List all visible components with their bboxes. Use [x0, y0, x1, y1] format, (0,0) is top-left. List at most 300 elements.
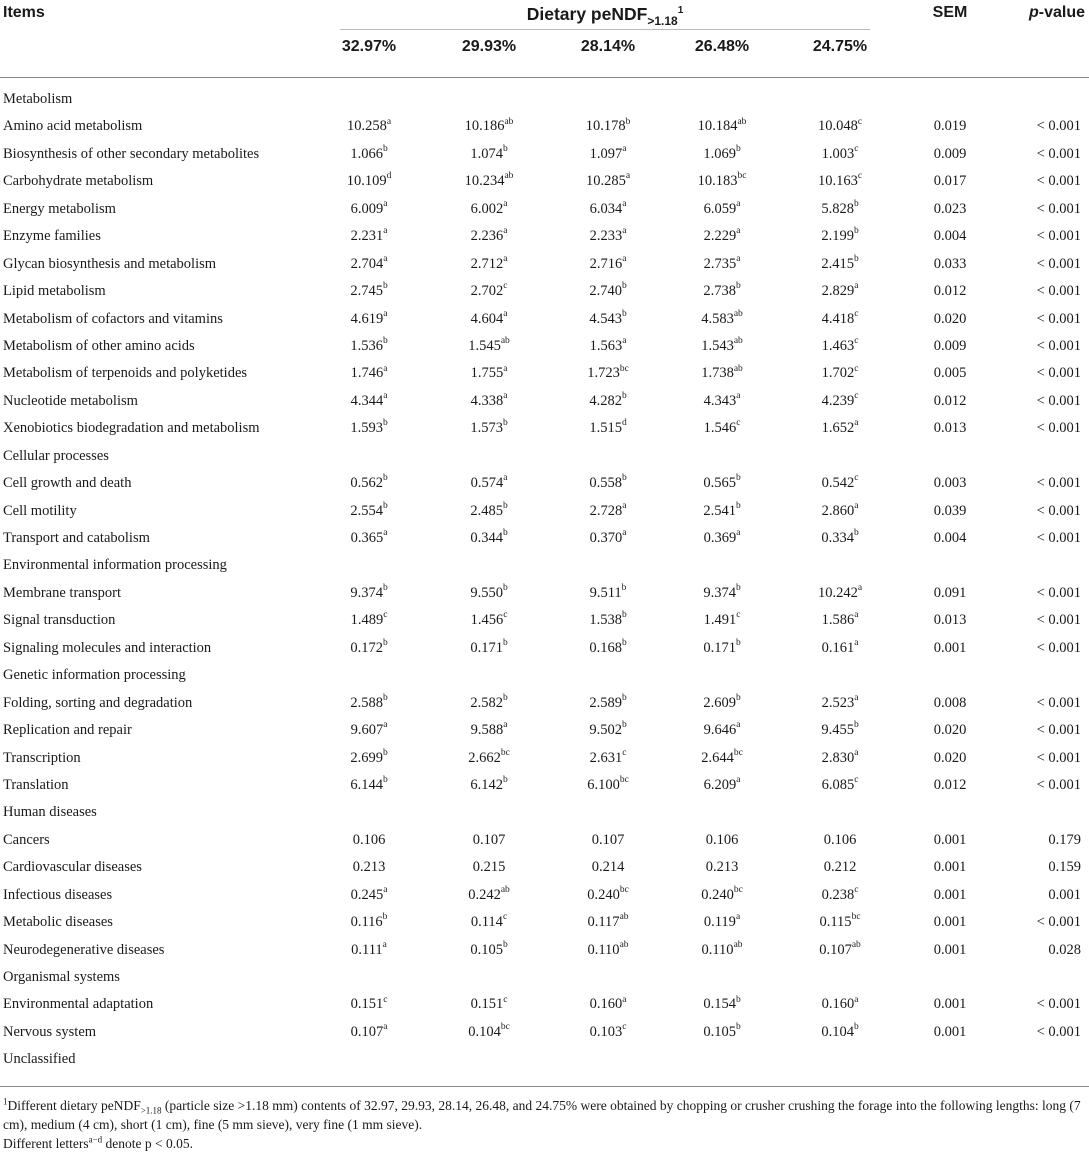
value-number: 0.334 — [821, 530, 854, 546]
value-cell — [310, 747, 428, 767]
sem-cell: 0.012 — [933, 392, 967, 409]
value-cell — [430, 747, 548, 767]
section-label: Unclassified — [3, 1051, 76, 1068]
value-cell — [549, 612, 667, 629]
p-value-cell: < 0.001 — [1036, 694, 1081, 711]
value-number: 1.545 — [468, 337, 501, 354]
value-cell — [430, 914, 548, 931]
value-number: 4.282 — [589, 392, 622, 409]
significance-letter: a — [622, 500, 627, 511]
value-number: 6.085 — [821, 776, 855, 793]
value-cell — [310, 173, 428, 190]
value-number: 1.536 — [350, 337, 383, 354]
value-number: 9.374 — [703, 584, 736, 601]
p-value-cell: 0.028 — [1048, 941, 1081, 958]
value-cell — [663, 365, 781, 382]
significance-letter: a — [503, 226, 508, 237]
significance-letter: b — [621, 281, 627, 292]
p-value-cell: 0.179 — [1048, 831, 1081, 848]
value-number: 10.258 — [346, 118, 387, 135]
significance-letter: bc — [733, 747, 743, 758]
row-label: Lipid metabolism — [3, 283, 106, 300]
value-cell — [663, 859, 781, 876]
value-cell — [310, 1024, 428, 1041]
value-number: 10.163 — [817, 173, 858, 190]
value-cell — [549, 637, 667, 657]
value-cell — [310, 253, 428, 273]
significance-letter: b — [621, 637, 627, 648]
value-cell — [781, 884, 899, 904]
value-number: 0.160 — [821, 996, 855, 1013]
significance-letter: c — [854, 775, 859, 786]
value-number: 0.240 — [587, 886, 620, 903]
header-rule — [0, 77, 1089, 78]
value-number: 0.365 — [350, 530, 384, 546]
significance-letter: b — [382, 637, 388, 648]
value-cell — [663, 308, 781, 328]
significance-letter: a — [622, 226, 627, 237]
sem-cell: 0.013 — [933, 612, 967, 629]
value-cell — [310, 390, 428, 410]
value-number: 0.106 — [352, 831, 386, 848]
value-number: 2.728 — [589, 502, 623, 519]
value-number: 1.491 — [703, 612, 737, 629]
value-cell — [663, 228, 781, 245]
table-row — [0, 855, 1089, 882]
value-number: 6.009 — [350, 200, 384, 217]
value-cell — [310, 146, 428, 163]
significance-letter: b — [502, 939, 508, 950]
value-cell — [663, 692, 781, 712]
value-number: 2.523 — [821, 694, 855, 711]
value-cell — [310, 228, 428, 245]
significance-letter: c — [383, 994, 388, 1005]
sem-cell: 0.009 — [933, 337, 967, 354]
row-label: Amino acid metabolism — [3, 118, 143, 135]
significance-letter: ab — [619, 912, 629, 923]
section-label: Genetic information processing — [3, 667, 186, 684]
significance-letter: a — [854, 281, 859, 292]
significance-letter: b — [382, 775, 388, 786]
significance-letter: b — [735, 1022, 741, 1033]
value-number: 2.738 — [703, 283, 736, 300]
sem-cell: 0.004 — [933, 228, 967, 245]
p-value-cell: < 0.001 — [1036, 255, 1081, 272]
p-value-cell: < 0.001 — [1036, 310, 1081, 327]
significance-letter: c — [854, 144, 859, 155]
sem-cell: 0.020 — [933, 722, 967, 739]
level-header: 29.93% — [461, 38, 517, 55]
value-cell — [549, 308, 667, 328]
significance-letter: b — [853, 528, 859, 539]
value-cell — [549, 1024, 667, 1041]
significance-letter: a — [736, 720, 741, 731]
significance-letter: b — [735, 637, 741, 648]
value-cell — [430, 612, 548, 629]
p-value-cell: < 0.001 — [1036, 639, 1081, 656]
value-number: 4.604 — [470, 310, 504, 327]
row-label: Signal transduction — [3, 612, 116, 629]
value-cell — [663, 585, 781, 602]
table-row — [0, 773, 1089, 800]
section-row — [0, 87, 1089, 114]
row-label: Translation — [3, 776, 69, 793]
table-footnote — [3, 1096, 1086, 1153]
significance-letter: a — [622, 198, 627, 209]
table-row — [0, 526, 1089, 553]
row-label: Nucleotide metabolism — [3, 392, 138, 409]
value-cell — [663, 338, 781, 355]
value-number: 9.588 — [470, 722, 504, 739]
significance-letter: b — [621, 473, 627, 484]
value-cell — [549, 914, 667, 931]
value-cell — [430, 777, 548, 794]
significance-letter: c — [736, 418, 741, 429]
value-cell — [430, 996, 548, 1013]
significance-letter: b — [382, 583, 388, 594]
value-number: 4.418 — [821, 310, 855, 327]
sem-cell: 0.033 — [933, 255, 967, 272]
significance-letter: a — [622, 253, 627, 264]
significance-letter: c — [503, 281, 508, 292]
value-cell — [663, 173, 781, 190]
value-cell — [430, 884, 548, 904]
value-cell — [549, 530, 667, 547]
value-cell — [781, 996, 899, 1013]
sem-cell: 0.003 — [933, 475, 967, 492]
value-number: 9.550 — [470, 584, 503, 601]
value-cell — [549, 365, 667, 382]
value-cell — [549, 747, 667, 767]
row-label: Transport and catabolism — [3, 530, 150, 546]
sem-cell: 0.001 — [933, 941, 967, 958]
table-row — [0, 691, 1089, 718]
value-number: 0.213 — [352, 859, 386, 876]
value-cell — [430, 253, 548, 273]
significance-letter: a — [383, 720, 388, 731]
significance-letter: ab — [733, 939, 743, 950]
value-number: 4.619 — [350, 310, 384, 327]
table-row — [0, 499, 1089, 526]
sem-cell: 0.004 — [933, 530, 967, 546]
value-number: 10.048 — [817, 118, 858, 135]
value-number: 6.059 — [703, 200, 737, 217]
row-label: Nervous system — [3, 1023, 97, 1040]
value-number: 2.740 — [589, 283, 622, 300]
significance-letter: d — [386, 171, 392, 182]
table-row — [0, 389, 1089, 416]
value-cell — [549, 500, 667, 520]
row-label: Xenobiotics biodegradation and metabolism — [3, 420, 260, 437]
value-number: 0.115 — [819, 914, 852, 931]
row-label: Biosynthesis of other secondary metabolites — [3, 145, 260, 162]
significance-letter: ab — [619, 939, 629, 950]
value-number: 0.151 — [470, 996, 504, 1013]
value-number: 0.213 — [705, 859, 739, 876]
value-number: 1.489 — [350, 612, 384, 629]
table-row — [0, 142, 1089, 169]
value-cell — [430, 722, 548, 739]
p-value-cell: 0.159 — [1048, 859, 1081, 876]
value-number: 1.573 — [470, 420, 503, 437]
value-number: 1.546 — [703, 420, 737, 437]
p-value-cell: < 0.001 — [1036, 337, 1081, 354]
significance-letter: bc — [500, 747, 510, 758]
p-value-cell: < 0.001 — [1036, 502, 1081, 519]
value-number: 10.242 — [817, 584, 858, 601]
value-number: 0.107 — [350, 1023, 384, 1040]
significance-letter: b — [382, 500, 388, 511]
table-row — [0, 169, 1089, 196]
p-value-cell: < 0.001 — [1036, 420, 1081, 437]
table-row — [0, 883, 1089, 910]
significance-letter: bc — [619, 884, 629, 895]
value-cell — [549, 228, 667, 245]
value-cell — [781, 637, 899, 657]
header-group-main: Dietary peNDF — [526, 4, 648, 24]
value-cell — [549, 283, 667, 300]
value-number: 6.144 — [350, 776, 383, 793]
p-value-cell: < 0.001 — [1036, 173, 1081, 190]
value-cell — [310, 283, 428, 300]
table-row — [0, 361, 1089, 388]
row-label: Metabolism of cofactors and vitamins — [3, 310, 223, 327]
row-label: Cardiovascular diseases — [3, 859, 142, 876]
value-number: 1.652 — [821, 420, 855, 437]
significance-letter: c — [854, 390, 859, 401]
value-cell — [781, 530, 899, 547]
value-cell — [549, 692, 667, 712]
sem-cell: 0.001 — [933, 859, 967, 876]
significance-letter: ab — [504, 116, 514, 127]
table-row — [0, 334, 1089, 361]
value-number: 0.370 — [589, 530, 623, 546]
value-cell — [310, 500, 428, 520]
value-number: 2.582 — [470, 694, 503, 711]
significance-letter: b — [735, 583, 741, 594]
value-number: 2.236 — [470, 228, 504, 245]
significance-letter: a — [383, 253, 388, 264]
row-label: Transcription — [3, 749, 81, 766]
value-number: 2.644 — [701, 749, 734, 766]
value-number: 4.343 — [703, 392, 737, 409]
value-cell — [781, 228, 899, 245]
p-value-cell: < 0.001 — [1036, 392, 1081, 409]
value-cell — [430, 832, 548, 849]
value-number: 1.702 — [821, 365, 855, 382]
value-number: 4.344 — [350, 392, 384, 409]
value-cell — [663, 146, 781, 163]
significance-letter: b — [621, 390, 627, 401]
sem-cell: 0.013 — [933, 420, 967, 437]
significance-letter: b — [621, 610, 627, 621]
significance-letter: b — [621, 583, 627, 594]
value-number: 0.344 — [470, 530, 503, 546]
footnote-letters-a: Different letters — [3, 1136, 89, 1151]
value-cell — [310, 637, 428, 657]
table-row — [0, 636, 1089, 663]
significance-letter: a — [383, 198, 388, 209]
table-row — [0, 938, 1089, 965]
value-number: 4.239 — [821, 392, 855, 409]
significance-letter: bc — [619, 363, 629, 374]
value-number: 1.003 — [821, 145, 855, 162]
significance-letter: ab — [500, 884, 510, 895]
value-number: 0.565 — [703, 475, 736, 492]
value-number: 1.543 — [701, 337, 734, 354]
significance-letter: c — [854, 884, 859, 895]
value-number: 2.745 — [350, 283, 383, 300]
value-cell — [781, 777, 899, 794]
sem-cell: 0.001 — [933, 639, 967, 656]
significance-letter: a — [854, 500, 859, 511]
p-value-cell: < 0.001 — [1036, 749, 1081, 766]
significance-letter: c — [622, 1022, 627, 1033]
row-label: Cancers — [3, 831, 50, 848]
value-number: 0.574 — [470, 475, 504, 492]
value-cell — [310, 530, 428, 547]
significance-letter: a — [625, 171, 631, 182]
value-cell — [310, 475, 428, 492]
value-number: 0.562 — [350, 475, 383, 492]
significance-letter: a — [854, 418, 859, 429]
value-cell — [781, 1024, 899, 1041]
significance-letter: b — [853, 226, 859, 237]
value-cell — [549, 475, 667, 492]
significance-letter: a — [622, 528, 627, 539]
value-number: 0.242 — [468, 886, 501, 903]
row-label: Replication and repair — [3, 722, 132, 739]
p-value-cell: < 0.001 — [1036, 228, 1081, 245]
value-cell — [781, 475, 899, 492]
significance-letter: a — [622, 144, 627, 155]
p-value-cell: < 0.001 — [1036, 283, 1081, 300]
value-number: 6.209 — [703, 776, 737, 793]
value-cell — [663, 198, 781, 218]
value-cell — [310, 777, 428, 794]
value-cell — [781, 692, 899, 712]
section-row — [0, 1047, 1089, 1074]
p-value-cell: < 0.001 — [1036, 914, 1081, 931]
value-cell — [781, 283, 899, 300]
footnote-letters-b: denote p < 0.05. — [102, 1136, 194, 1151]
value-cell — [663, 1024, 781, 1041]
section-row — [0, 965, 1089, 992]
value-cell — [430, 283, 548, 300]
value-cell — [430, 1024, 548, 1041]
value-number: 0.107 — [591, 831, 625, 848]
value-number: 2.541 — [703, 502, 736, 519]
value-number: 10.178 — [585, 118, 626, 135]
value-number: 0.107 — [819, 941, 852, 958]
value-cell — [430, 637, 548, 657]
sem-cell: 0.001 — [933, 831, 967, 848]
value-number: 6.142 — [470, 776, 503, 793]
p-value-cell: < 0.001 — [1036, 612, 1081, 629]
table-row — [0, 114, 1089, 141]
value-cell — [781, 365, 899, 382]
section-label: Human diseases — [3, 804, 97, 821]
value-cell — [781, 747, 899, 767]
value-cell — [781, 939, 899, 959]
significance-letter: c — [857, 171, 863, 182]
significance-letter: b — [502, 583, 508, 594]
p-value-cell: < 0.001 — [1036, 145, 1081, 162]
value-number: 2.485 — [470, 502, 503, 519]
value-cell — [310, 308, 428, 328]
sem-cell: 0.001 — [933, 1023, 967, 1040]
significance-letter: c — [854, 473, 859, 484]
value-cell — [430, 859, 548, 876]
value-number: 0.107 — [472, 831, 506, 848]
value-number: 2.589 — [589, 694, 622, 711]
significance-letter: b — [382, 336, 388, 347]
value-number: 0.111 — [351, 941, 383, 958]
value-cell — [549, 198, 667, 218]
value-number: 0.106 — [705, 831, 739, 848]
value-cell — [310, 996, 428, 1013]
significance-letter: ab — [733, 363, 743, 374]
value-number: 0.151 — [350, 996, 384, 1013]
value-cell — [549, 173, 667, 190]
significance-letter: a — [503, 390, 508, 401]
value-cell — [310, 859, 428, 876]
value-cell — [310, 585, 428, 602]
sem-cell: 0.008 — [933, 694, 967, 711]
header-p-value — [1000, 4, 1089, 22]
sem-cell: 0.023 — [933, 200, 967, 217]
value-number: 1.746 — [350, 365, 384, 382]
value-number: 2.860 — [821, 502, 855, 519]
p-value-cell: < 0.001 — [1036, 365, 1081, 382]
significance-letter: a — [503, 720, 508, 731]
value-cell — [663, 939, 781, 959]
value-cell — [430, 365, 548, 382]
significance-letter: d — [621, 418, 627, 429]
value-number: 1.069 — [703, 145, 736, 162]
significance-letter: ab — [500, 336, 510, 347]
row-label: Enzyme families — [3, 228, 101, 245]
significance-letter: b — [735, 144, 741, 155]
value-cell — [430, 228, 548, 245]
p-value-cell: < 0.001 — [1036, 475, 1081, 492]
value-number: 2.588 — [350, 694, 383, 711]
sem-cell: 0.001 — [933, 886, 967, 903]
table-row — [0, 828, 1089, 855]
table-row — [0, 307, 1089, 334]
value-cell — [310, 832, 428, 849]
value-cell — [663, 777, 781, 794]
value-cell — [663, 118, 781, 135]
value-cell — [430, 118, 548, 135]
significance-letter: a — [736, 253, 741, 264]
significance-letter: b — [853, 198, 859, 209]
value-cell — [549, 722, 667, 739]
header-group-sup: 1 — [677, 5, 684, 16]
value-number: 0.240 — [701, 886, 734, 903]
value-number: 2.830 — [821, 749, 855, 766]
significance-letter: b — [502, 144, 508, 155]
significance-letter: a — [383, 884, 388, 895]
significance-letter: a — [736, 198, 741, 209]
value-number: 2.231 — [350, 228, 384, 245]
table-row — [0, 416, 1089, 443]
value-number: 0.161 — [821, 639, 855, 656]
p-value-cell: 0.001 — [1048, 886, 1081, 903]
value-cell — [549, 859, 667, 876]
significance-letter: b — [621, 692, 627, 703]
sem-cell: 0.039 — [933, 502, 967, 519]
